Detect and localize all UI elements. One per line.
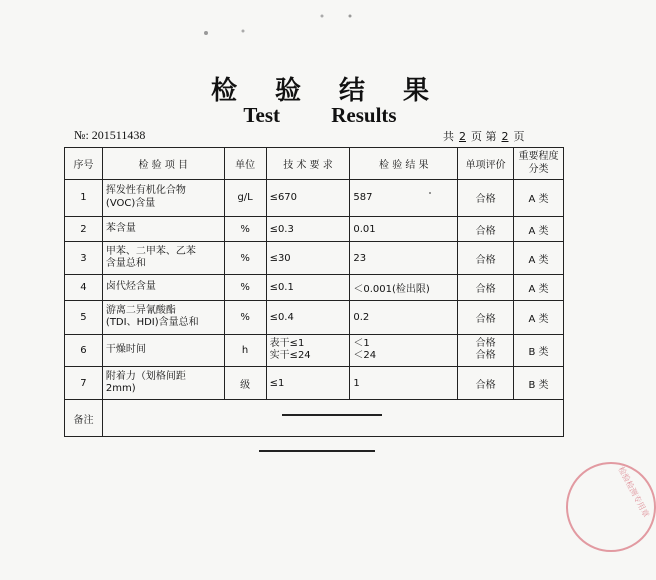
cell-item: 游离二异氰酸酯 (TDI、HDI)含量总和 (102, 300, 224, 334)
cell-requirement: ≤670 (266, 180, 350, 217)
header-cell: 检 验 项 目 (102, 148, 224, 180)
table-row (65, 334, 564, 367)
table-row (65, 180, 564, 217)
cell-result: 0.2 (350, 300, 458, 334)
cell-class: A 类 (514, 242, 564, 275)
cell-requirement: ≤0.1 (266, 275, 350, 301)
cell-class: A 类 (514, 216, 564, 242)
cell-unit: h (224, 334, 266, 367)
cell-item: 干燥时间 (102, 334, 224, 367)
speck (204, 31, 208, 35)
cell-item: 挥发性有机化合物 (VOC)含量 (102, 180, 224, 217)
cell-unit: g/L (224, 180, 266, 217)
cell-evaluation: 合格 (458, 275, 514, 301)
cell-evaluation: 合格 (458, 242, 514, 275)
cell-item: 卤代烃含量 (102, 275, 224, 301)
cell-requirement: ≤1 (266, 367, 350, 400)
cell-unit: % (224, 216, 266, 242)
header-cell: 单位 (224, 148, 266, 180)
cell-requirement: 表干≤1 实干≤24 (266, 334, 350, 367)
cell-no: 1 (65, 180, 103, 217)
cell-result: 587 (350, 180, 458, 217)
remark-row (65, 400, 564, 437)
cell-class: A 类 (514, 180, 564, 217)
end-line-top (282, 414, 382, 416)
cell-result: 0.01 (350, 216, 458, 242)
cell-unit: % (224, 300, 266, 334)
pager-total: 2 (459, 130, 466, 143)
table-row (65, 275, 564, 301)
header-cell: 序号 (65, 148, 103, 180)
pager-text: 页 第 (471, 130, 497, 143)
cell-no: 6 (65, 334, 103, 367)
cell-class: B 类 (514, 334, 564, 367)
header-cell: 检 验 结 果 (350, 148, 458, 180)
remark-label: 备注 (65, 400, 103, 437)
remark-content (102, 400, 563, 437)
results-table (64, 147, 564, 437)
cell-requirement: ≤30 (266, 242, 350, 275)
cell-requirement: ≤0.4 (266, 300, 350, 334)
table-header-row (65, 148, 564, 180)
cell-result: 23 (350, 242, 458, 275)
cell-no: 7 (65, 367, 103, 400)
cell-result: 1 (350, 367, 458, 400)
cell-result: ＜0.001(检出限) (350, 275, 458, 301)
cell-class: A 类 (514, 275, 564, 301)
cell-unit: % (224, 275, 266, 301)
cell-evaluation: 合格 (458, 180, 514, 217)
table-row (65, 300, 564, 334)
cell-item: 附着力（划格间距 2mm) (102, 367, 224, 400)
cell-no: 2 (65, 216, 103, 242)
header-cell: 重要程度 分类 (514, 148, 564, 180)
seal-text: 检验检测专用章 (616, 465, 651, 519)
report-number: №: 201511438 (74, 128, 146, 142)
speck (242, 30, 245, 33)
cell-unit: % (224, 242, 266, 275)
end-line-bottom (259, 450, 375, 452)
cell-requirement: ≤0.3 (266, 216, 350, 242)
cell-no: 5 (65, 300, 103, 334)
cell-evaluation: 合格 (458, 300, 514, 334)
cell-unit: 级 (224, 367, 266, 400)
pager-text: 共 (443, 130, 454, 143)
title-chinese: 检验结果 (210, 76, 467, 106)
cell-no: 4 (65, 275, 103, 301)
header-cell: 单项评价 (458, 148, 514, 180)
header-cell: 技 术 要 求 (266, 148, 350, 180)
cell-evaluation: 合格 (458, 367, 514, 400)
cell-item: 甲苯、二甲苯、乙苯 含量总和 (102, 242, 224, 275)
table-row (65, 242, 564, 275)
table-row (65, 216, 564, 242)
table-row (65, 367, 564, 400)
speck (349, 15, 352, 18)
title-english: Test Results (243, 103, 397, 127)
cell-class: B 类 (514, 367, 564, 400)
cell-evaluation: 合格 合格 (458, 334, 514, 367)
cell-item: 苯含量 (102, 216, 224, 242)
pager-current: 2 (501, 130, 509, 143)
cell-evaluation: 合格 (458, 216, 514, 242)
cell-result: ＜1 ＜24 (350, 334, 458, 367)
cell-class: A 类 (514, 300, 564, 334)
page-indicator (443, 128, 525, 144)
pager-text: 页 (513, 130, 525, 143)
speck (321, 15, 324, 18)
cell-no: 3 (65, 242, 103, 275)
